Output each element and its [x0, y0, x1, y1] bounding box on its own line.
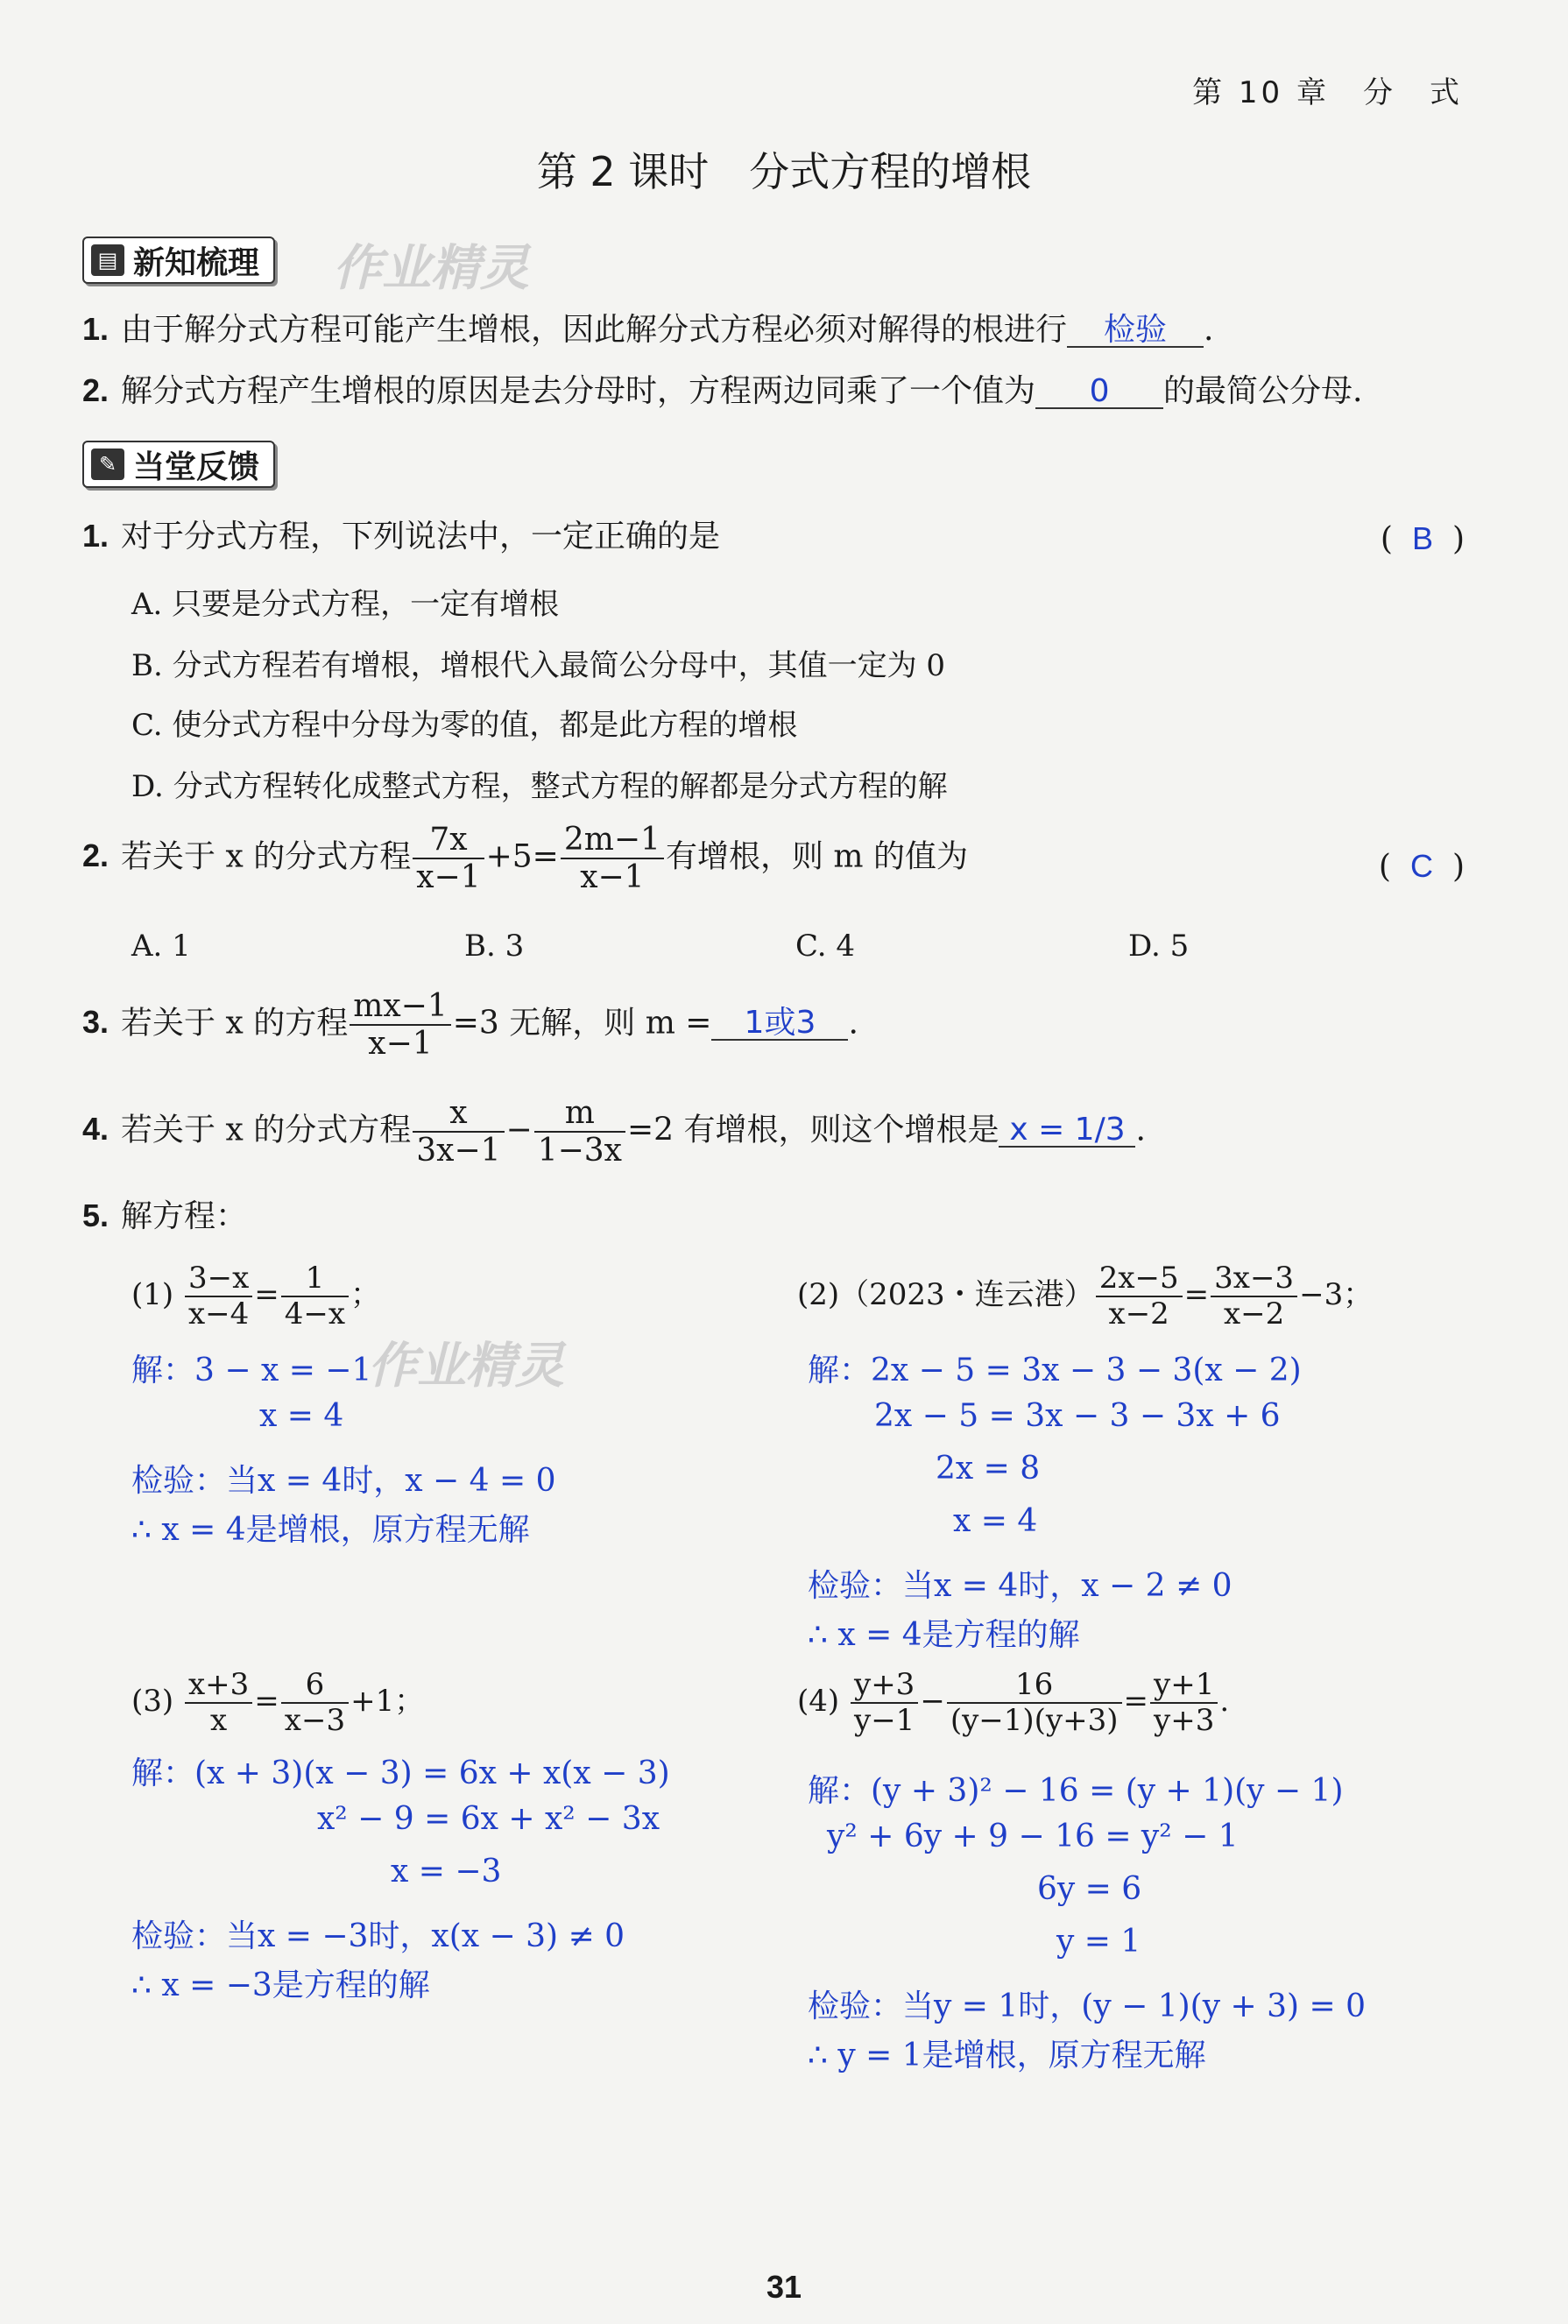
question-2: 2. 若关于 x 的分式方程 $\frac{7x}{x-1}$ +5= $\frac{2m-1}{x-1}$ 有增根，则 m 的值为 [82, 822, 968, 896]
solution-line: 检验：当y = 1时，(y − 1)(y + 3) = 0 [808, 1988, 1367, 2024]
answer-blank[interactable]: 1或3 [711, 1007, 848, 1041]
option-d: D. 分式方程转化成整式方程，整式方程的解都是分式方程的解 [131, 769, 948, 804]
option-b: B. 3 [464, 929, 525, 964]
fraction: $\frac{1}{4-x}$ [281, 1261, 349, 1332]
solution-line: y² + 6y + 9 − 16 = y² − 1 [827, 1819, 1239, 1854]
solution-line: 2x = 8 [936, 1451, 1041, 1487]
question-5: 5. 解方程： [82, 1197, 248, 1234]
question-3: 3. 若关于 x 的方程 $\frac{mx-1}{x-1}$ =3 无解，则 m = 1或3 . [82, 988, 858, 1063]
fraction: $\frac{6}{x-3}$ [281, 1668, 349, 1738]
pen-icon: ✎ [91, 449, 124, 480]
fraction: $\frac{3x-3}{x-2}$ [1211, 1261, 1297, 1332]
subproblem-3: (3) $\frac{x+3}{x}$ = $\frac{6}{x-3}$ +1； [131, 1667, 425, 1739]
solution-line: x = 4 [953, 1503, 1038, 1539]
subproblem-2: (2)（2023・连云港） $\frac{2x-5}{x-2}$ = $\frac{3x-3}{x-2}$ −3； [797, 1261, 1374, 1332]
subproblem-1: (1) $\frac{3-x}{x-4}$ = $\frac{1}{4-x}$ ； [131, 1261, 381, 1332]
page-number: 31 [766, 2269, 802, 2305]
solution-line: ∴ x = 4是方程的解 [808, 1617, 1080, 1653]
fraction: $\frac{2m-1}{x-1}$ [561, 822, 664, 896]
subproblem-4: (4) $\frac{y+3}{y-1}$ − $\frac{16}{(y-1)(y+3)}$ = $\frac{y+1}{y+3}$ . [797, 1667, 1230, 1739]
fraction: $\frac{16}{(y-1)(y+3)}$ [947, 1668, 1122, 1738]
fraction: $\frac{7x}{x-1}$ [413, 822, 484, 896]
concept-item-1: 1. 由于解分式方程可能产生增根，因此解分式方程必须对解得的根进行 检验 . [82, 311, 1214, 348]
answer-blank[interactable]: 0 [1035, 376, 1163, 409]
solution-line: ∴ y = 1是增根，原方程无解 [808, 2038, 1206, 2073]
option-a: A. 1 [131, 929, 191, 964]
solution-line: 2x − 5 = 3x − 3 − 3x + 6 [874, 1398, 1281, 1434]
solution-line: y = 1 [1056, 1924, 1141, 1960]
concept-item-2: 2. 解分式方程产生增根的原因是去分母时，方程两边同乘了一个值为 0 的最简公分母. [82, 372, 1363, 409]
fraction: $\frac{m}{1-3x}$ [534, 1095, 625, 1169]
option-d: D. 5 [1128, 929, 1190, 964]
solution-line: 检验：当x = 4时，x − 4 = 0 [131, 1463, 556, 1499]
section-header-new-knowledge [82, 237, 275, 284]
section-header-feedback [82, 441, 275, 488]
solution-line: 解：2x − 5 = 3x − 3 − 3(x − 2) [808, 1353, 1302, 1388]
answer-paren-1: ( B ) [1380, 520, 1465, 557]
solution-line: x = 4 [259, 1398, 344, 1434]
watermark-text: 作业精灵 [368, 1338, 564, 1395]
book-icon: ▤ [91, 244, 124, 276]
fraction: $\frac{x}{3x-1}$ [413, 1095, 504, 1169]
watermark-text: 作业精灵 [333, 240, 529, 297]
fraction: $\frac{x+3}{x}$ [185, 1668, 252, 1738]
chapter-label: 第 10 章 分 式 [1192, 75, 1463, 110]
answer-blank[interactable]: 检验 [1067, 314, 1204, 348]
fraction: $\frac{y+1}{y+3}$ [1150, 1668, 1218, 1738]
solution-line: 解：(x + 3)(x − 3) = 6x + x(x − 3) [131, 1755, 670, 1791]
question-4: 4. 若关于 x 的分式方程 $\frac{x}{3x-1}$ − $\frac{m}{1-3x}$ =2 有增根，则这个增根是 x = 1/3 . [82, 1095, 1146, 1169]
option-c: C. 4 [795, 929, 856, 964]
answer-choice[interactable]: C [1409, 848, 1433, 884]
section-label: 新知梳理 [133, 244, 260, 281]
option-b: B. 分式方程若有增根，增根代入最简公分母中，其值一定为 0 [131, 648, 946, 683]
section-label: 当堂反馈 [133, 449, 260, 485]
question-1: 1. 对于分式方程，下列说法中，一定正确的是 [82, 518, 721, 555]
solution-line: x = −3 [391, 1854, 502, 1890]
solution-line: 解：3 − x = −1 [131, 1353, 372, 1388]
solution-line: 检验：当x = −3时，x(x − 3) ≠ 0 [131, 1918, 625, 1954]
solution-line: 6y = 6 [1037, 1871, 1142, 1907]
fraction: $\frac{3-x}{x-4}$ [185, 1261, 252, 1332]
option-a: A. 只要是分式方程，一定有增根 [131, 587, 560, 622]
solution-line: 检验：当x = 4时，x − 2 ≠ 0 [808, 1568, 1233, 1604]
fraction: $\frac{2x-5}{x-2}$ [1096, 1261, 1183, 1332]
answer-paren-2: ( C ) [1378, 848, 1465, 885]
option-c: C. 使分式方程中分母为零的值，都是此方程的增根 [131, 708, 798, 743]
fraction: $\frac{y+3}{y-1}$ [851, 1668, 918, 1738]
solution-line: ∴ x = −3是方程的解 [131, 1967, 430, 2003]
fraction: $\frac{mx-1}{x-1}$ [350, 988, 451, 1063]
answer-choice[interactable]: B [1411, 520, 1433, 556]
page-title: 第 2 课时 分式方程的增根 [536, 148, 1032, 195]
answer-blank[interactable]: x = 1/3 [999, 1114, 1135, 1148]
solution-line: x² − 9 = 6x + x² − 3x [317, 1801, 660, 1837]
solution-line: ∴ x = 4是增根，原方程无解 [131, 1512, 530, 1548]
solution-line: 解：(y + 3)² − 16 = (y + 1)(y − 1) [808, 1773, 1344, 1809]
